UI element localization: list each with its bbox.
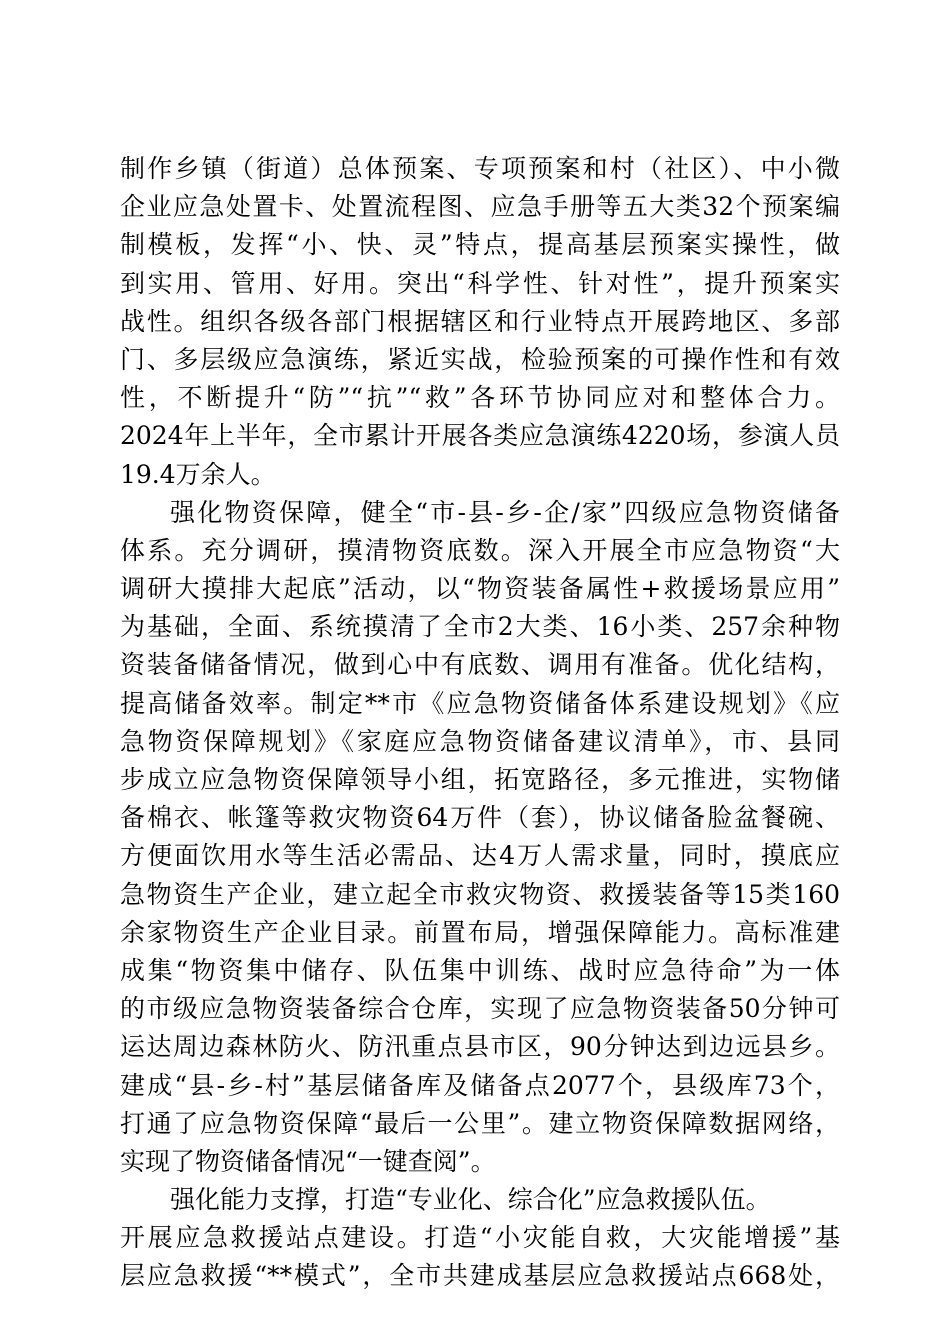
text-line: 企业应急处置卡、处置流程图、应急手册等五大类32个预案编 <box>120 192 840 222</box>
text-line: 提高储备效率。制定**市《应急物资储备体系建设规划》《应 <box>120 688 840 718</box>
text-line: 层应急救援“**模式”，全市共建成基层应急救援站点668处， <box>120 1261 840 1291</box>
text-line: 备棉衣、帐篷等救灾物资64万件（套），协议储备脸盆餐碗、 <box>120 803 840 833</box>
text-line: 的市级应急物资装备综合仓库，实现了应急物资装备50分钟可 <box>120 994 840 1024</box>
text-line: 到实用、管用、好用。突出“科学性、针对性”，提升预案实 <box>120 268 840 298</box>
text-line: 19.4万余人。 <box>120 459 276 489</box>
text-line: 调研大摸排大起底”活动，以“物资装备属性+救援场景应用” <box>120 574 840 604</box>
text-line: 制作乡镇（街道）总体预案、专项预案和村（社区）、中小微 <box>120 154 840 183</box>
text-line: 急物资生产企业，建立起全市救灾物资、救援装备等15类160 <box>120 879 840 909</box>
text-line: 战性。组织各级各部门根据辖区和行业特点开展跨地区、多部 <box>120 306 840 336</box>
text-line: 成集“物资集中储存、队伍集中训练、战时应急待命”为一体 <box>120 955 840 985</box>
paragraph-start-line: 强化能力支撑，打造“专业化、综合化”应急救援队伍。 <box>170 1185 771 1215</box>
text-line: 为基础，全面、系统摸清了全市2大类、16小类、257余种物 <box>120 612 840 642</box>
text-line: 门、多层级应急演练，紧近实战，检验预案的可操作性和有效 <box>120 344 840 374</box>
text-line: 性，不断提升“防”“抗”“救”各环节协同应对和整体合力。 <box>120 383 840 413</box>
document-body <box>120 150 840 1296</box>
text-line: 打通了应急物资保障“最后一公里”。建立物资保障数据网络， <box>120 1108 840 1138</box>
text-line: 开展应急救援站点建设。打造“小灾能自救，大灾能增援”基 <box>120 1223 840 1253</box>
text-line: 急物资保障规划》《家庭应急物资储备建议清单》，市、县同 <box>120 726 840 756</box>
text-line: 建成“县-乡-村”基层储备库及储备点2077个，县级库73个， <box>120 1070 840 1100</box>
text-line: 2024年上半年，全市累计开展各类应急演练4220场，参演人员 <box>120 421 840 451</box>
text-line: 余家物资生产企业目录。前置布局，增强保障能力。高标准建 <box>120 917 840 947</box>
text-line: 体系。充分调研，摸清物资底数。深入开展全市应急物资“大 <box>120 535 840 565</box>
paragraph-start-line: 强化物资保障，健全“市-县-乡-企/家”四级应急物资储备 <box>170 497 840 527</box>
text-line: 运达周边森林防火、防汛重点县市区，90分钟达到边远县乡。 <box>120 1032 840 1062</box>
text-line: 方便面饮用水等生活必需品、达4万人需求量，同时，摸底应 <box>120 841 840 871</box>
text-line: 资装备储备情况，做到心中有底数、调用有准备。优化结构， <box>120 650 840 680</box>
text-line: 实现了物资储备情况“一键查阅”。 <box>120 1146 496 1176</box>
text-line: 制模板，发挥“小、快、灵”特点，提高基层预案实操性，做 <box>120 230 840 260</box>
text-line: 步成立应急物资保障领导小组，拓宽路径，多元推进，实物储 <box>120 765 840 794</box>
